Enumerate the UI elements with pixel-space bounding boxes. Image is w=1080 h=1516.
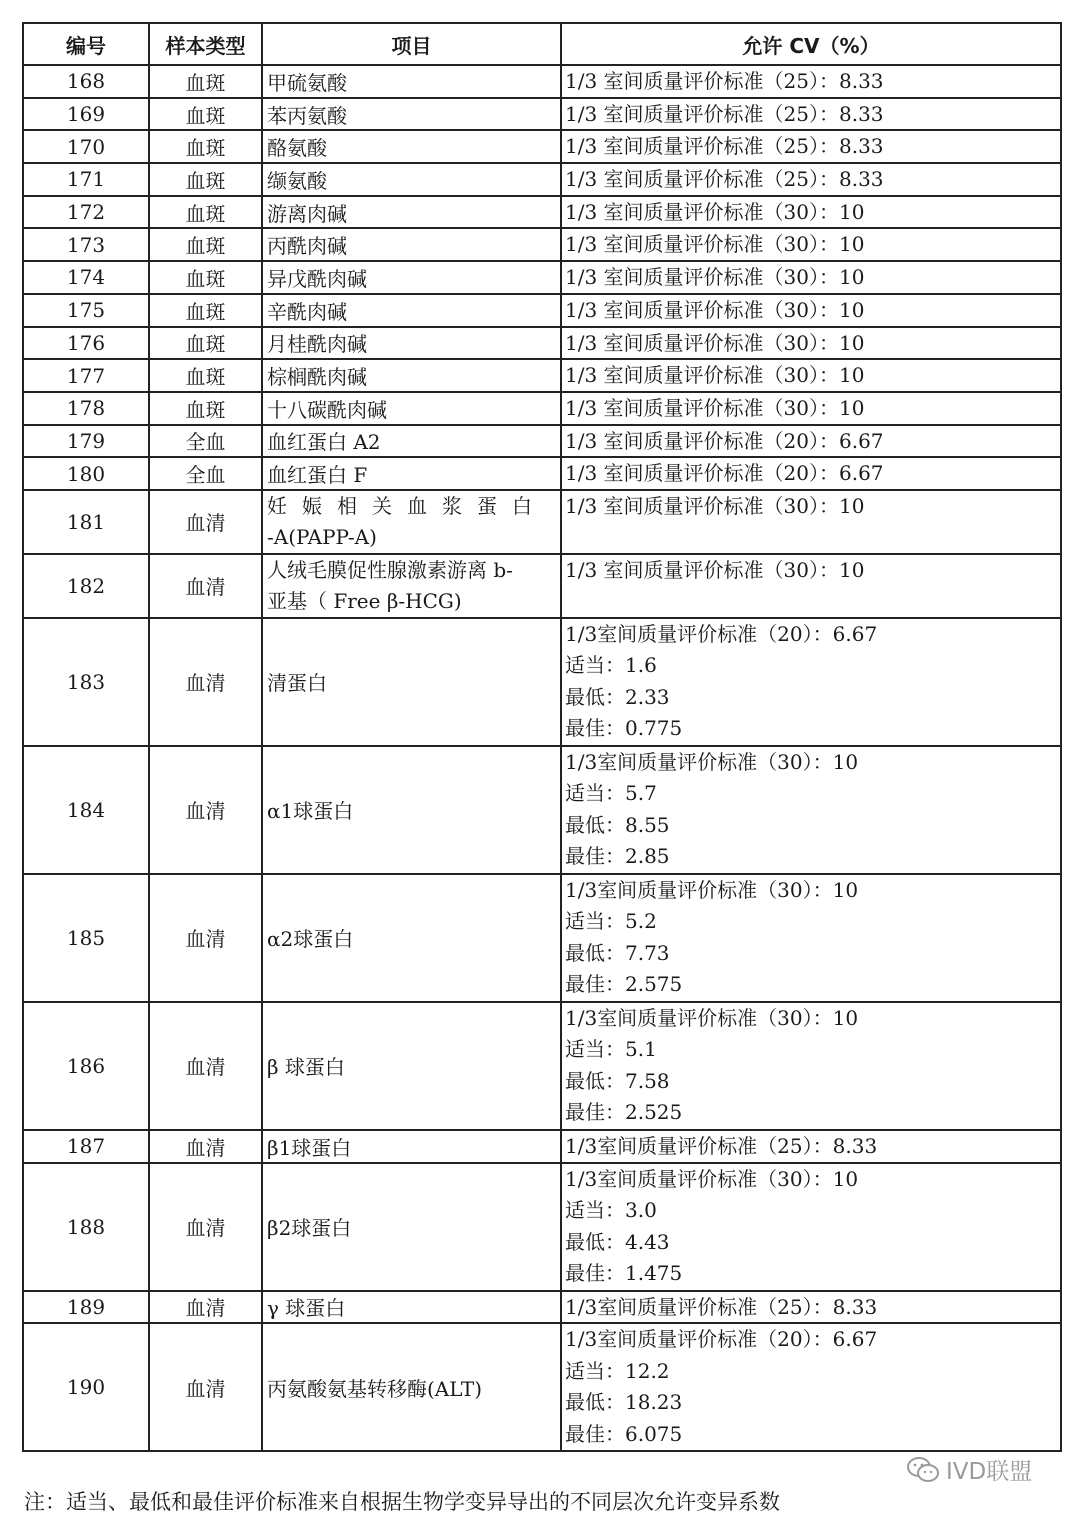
cell-item: 酪氨酸 xyxy=(262,130,561,163)
table-header-row xyxy=(23,23,1061,65)
cell-sample-type: 血清 xyxy=(149,746,262,874)
cv-line: 1/3 室间质量评价标准（30）：10 xyxy=(565,232,865,257)
cell-id: 181 xyxy=(23,490,149,554)
cell-id: 168 xyxy=(23,65,149,98)
table-row xyxy=(23,359,1061,392)
cell-allowed-cv xyxy=(561,554,1061,618)
cv-line: 适当：5.2 xyxy=(565,909,657,934)
cv-line: 1/3室间质量评价标准（20）：6.67 xyxy=(565,621,878,646)
cell-allowed-cv xyxy=(561,392,1061,425)
cell-item: 缬氨酸 xyxy=(262,163,561,196)
table-row xyxy=(23,130,1061,163)
cell-id: 186 xyxy=(23,1002,149,1130)
cell-allowed-cv xyxy=(561,228,1061,261)
cell-sample-type: 血斑 xyxy=(149,65,262,98)
cell-item-line2: -A(PAPP-A) xyxy=(267,524,377,549)
table-row xyxy=(23,65,1061,98)
cell-sample-type: 血斑 xyxy=(149,294,262,327)
cell-sample-type: 血斑 xyxy=(149,228,262,261)
cell-allowed-cv xyxy=(561,359,1061,392)
cell-id: 173 xyxy=(23,228,149,261)
table-row xyxy=(23,196,1061,229)
cv-line: 最低：8.55 xyxy=(565,812,670,837)
cv-line: 1/3 室间质量评价标准（30）：10 xyxy=(565,297,865,322)
table-row xyxy=(23,1291,1061,1324)
table-row xyxy=(23,392,1061,425)
cv-line: 适当：12.2 xyxy=(565,1358,670,1383)
table-row xyxy=(23,457,1061,490)
cell-sample-type: 血斑 xyxy=(149,359,262,392)
cell-item-line2: 亚基（ Free β-HCG) xyxy=(267,588,462,613)
cv-line: 1/3 室间质量评价标准（25）：8.33 xyxy=(565,69,884,93)
cell-id: 189 xyxy=(23,1291,149,1324)
cv-line: 1/3室间质量评价标准（25）：8.33 xyxy=(565,1294,878,1319)
cv-line: 适当：5.1 xyxy=(565,1037,657,1062)
cell-allowed-cv xyxy=(561,65,1061,98)
header-sample-type: 样本类型 xyxy=(149,23,262,65)
cell-id: 179 xyxy=(23,425,149,458)
cell-item: β 球蛋白 xyxy=(262,1002,561,1130)
cell-id: 174 xyxy=(23,261,149,294)
cell-allowed-cv xyxy=(561,294,1061,327)
cell-item: 棕榈酰肉碱 xyxy=(262,359,561,392)
table-row xyxy=(23,1130,1061,1163)
cell-allowed-cv xyxy=(561,1163,1061,1291)
cell-allowed-cv xyxy=(561,425,1061,458)
cell-allowed-cv xyxy=(561,98,1061,131)
cell-item: 丙酰肉碱 xyxy=(262,228,561,261)
cell-item: 异戊酰肉碱 xyxy=(262,261,561,294)
cell-item-line1: 人绒毛膜促性腺激素游离 b- xyxy=(267,557,513,582)
cv-line: 1/3 室间质量评价标准（20）：6.67 xyxy=(565,461,884,486)
cell-allowed-cv xyxy=(561,490,1061,554)
cell-sample-type: 血清 xyxy=(149,554,262,618)
cell-allowed-cv xyxy=(561,746,1061,874)
header-allowed-cv: 允许 CV（%） xyxy=(561,23,1061,65)
cell-id: 177 xyxy=(23,359,149,392)
cv-line: 最佳：2.575 xyxy=(565,972,683,997)
cv-line: 适当：1.6 xyxy=(565,653,657,678)
cell-allowed-cv xyxy=(561,196,1061,229)
cv-line: 1/3室间质量评价标准（30）：10 xyxy=(565,1005,859,1030)
cell-item: β2球蛋白 xyxy=(262,1163,561,1291)
cell-item: 清蛋白 xyxy=(262,618,561,746)
cv-line: 1/3 室间质量评价标准（30）：10 xyxy=(565,199,865,224)
cell-sample-type: 血斑 xyxy=(149,261,262,294)
cell-id: 185 xyxy=(23,874,149,1002)
cv-line: 1/3室间质量评价标准（20）：6.67 xyxy=(565,1327,878,1352)
cell-id: 180 xyxy=(23,457,149,490)
wechat-icon xyxy=(906,1456,940,1484)
cell-id: 171 xyxy=(23,163,149,196)
cv-line: 最低：18.23 xyxy=(565,1390,683,1415)
cv-line: 最佳：1.475 xyxy=(565,1261,683,1286)
table-row xyxy=(23,746,1061,874)
table-row xyxy=(23,554,1061,618)
cv-line: 1/3 室间质量评价标准（30）：10 xyxy=(565,363,865,388)
cv-line: 1/3室间质量评价标准（30）：10 xyxy=(565,749,859,774)
cell-item: 游离肉碱 xyxy=(262,196,561,229)
cv-line: 最佳：6.075 xyxy=(565,1421,683,1446)
table-row xyxy=(23,618,1061,746)
cell-id: 169 xyxy=(23,98,149,131)
table-row xyxy=(23,874,1061,1002)
cell-sample-type: 血斑 xyxy=(149,98,262,131)
cell-sample-type: 血斑 xyxy=(149,130,262,163)
table-row xyxy=(23,1163,1061,1291)
cv-line: 1/3 室间质量评价标准（25）：8.33 xyxy=(565,134,884,159)
cv-line: 1/3 室间质量评价标准（30）：10 xyxy=(565,493,865,518)
cv-table xyxy=(22,22,1062,1452)
footnote: 注：适当、最低和最佳评价标准来自根据生物学变异导出的不同层次允许变异系数 xyxy=(24,1490,780,1514)
cell-item: α1球蛋白 xyxy=(262,746,561,874)
cell-sample-type: 全血 xyxy=(149,457,262,490)
cell-id: 182 xyxy=(23,554,149,618)
cell-allowed-cv xyxy=(561,163,1061,196)
cell-item xyxy=(262,554,561,618)
cell-sample-type: 血清 xyxy=(149,1002,262,1130)
table-row xyxy=(23,425,1061,458)
cell-id: 170 xyxy=(23,130,149,163)
table-row xyxy=(23,228,1061,261)
cell-allowed-cv xyxy=(561,261,1061,294)
cv-line: 最低：2.33 xyxy=(565,684,670,709)
cell-allowed-cv xyxy=(561,618,1061,746)
cv-line: 1/3室间质量评价标准（30）：10 xyxy=(565,877,859,902)
watermark xyxy=(906,1453,1032,1486)
cell-allowed-cv xyxy=(561,874,1061,1002)
cv-line: 适当：3.0 xyxy=(565,1198,657,1223)
cell-id: 178 xyxy=(23,392,149,425)
cell-id: 172 xyxy=(23,196,149,229)
cell-sample-type: 血斑 xyxy=(149,327,262,360)
cell-id: 188 xyxy=(23,1163,149,1291)
table-row xyxy=(23,1002,1061,1130)
cell-id: 184 xyxy=(23,746,149,874)
cell-id: 176 xyxy=(23,327,149,360)
cell-sample-type: 血清 xyxy=(149,618,262,746)
cell-item: 月桂酰肉碱 xyxy=(262,327,561,360)
cell-item: 丙氨酸氨基转移酶(ALT) xyxy=(262,1323,561,1451)
cv-line: 最佳：0.775 xyxy=(565,716,683,741)
cv-line: 1/3 室间质量评价标准（25）：8.33 xyxy=(565,101,884,126)
cell-sample-type: 血斑 xyxy=(149,163,262,196)
cell-item: β1球蛋白 xyxy=(262,1130,561,1163)
cell-item: 血红蛋白 F xyxy=(262,457,561,490)
cv-line: 适当：5.7 xyxy=(565,781,657,806)
cell-sample-type: 血清 xyxy=(149,1291,262,1324)
cell-item: 十八碳酰肉碱 xyxy=(262,392,561,425)
watermark-text: IVD联盟 xyxy=(946,1459,1033,1485)
header-item: 项目 xyxy=(262,23,561,65)
cell-id: 190 xyxy=(23,1323,149,1451)
cv-line: 最低：4.43 xyxy=(565,1229,670,1254)
cell-sample-type: 血清 xyxy=(149,1163,262,1291)
cell-item: 辛酰肉碱 xyxy=(262,294,561,327)
cv-line: 1/3室间质量评价标准（30）：10 xyxy=(565,1166,859,1191)
cell-sample-type: 血斑 xyxy=(149,196,262,229)
cell-sample-type: 血清 xyxy=(149,490,262,554)
cv-line: 1/3 室间质量评价标准（30）：10 xyxy=(565,395,865,420)
cell-id: 183 xyxy=(23,618,149,746)
cell-item: 苯丙氨酸 xyxy=(262,98,561,131)
cell-sample-type: 全血 xyxy=(149,425,262,458)
cv-line: 最佳：2.525 xyxy=(565,1100,683,1125)
table-row xyxy=(23,490,1061,554)
table-row xyxy=(23,327,1061,360)
table-row xyxy=(23,1323,1061,1451)
cell-item: 甲硫氨酸 xyxy=(262,65,561,98)
cell-id: 187 xyxy=(23,1130,149,1163)
cell-allowed-cv xyxy=(561,327,1061,360)
cell-item-line1: 妊娠相关血浆蛋白 xyxy=(267,493,547,518)
cell-item: α2球蛋白 xyxy=(262,874,561,1002)
cell-item: 血红蛋白 A2 xyxy=(262,425,561,458)
cell-allowed-cv xyxy=(561,1323,1061,1451)
table-row xyxy=(23,294,1061,327)
cell-item xyxy=(262,490,561,554)
table-row xyxy=(23,261,1061,294)
cv-line: 1/3 室间质量评价标准（30）：10 xyxy=(565,557,865,582)
header-id: 编号 xyxy=(23,23,149,65)
table-row xyxy=(23,98,1061,131)
cv-line: 1/3 室间质量评价标准（20）：6.67 xyxy=(565,428,884,453)
cv-line: 最佳：2.85 xyxy=(565,844,670,869)
cv-line: 最低：7.58 xyxy=(565,1068,670,1093)
cell-allowed-cv xyxy=(561,1291,1061,1324)
cv-line: 最低：7.73 xyxy=(565,940,670,965)
cv-line: 1/3室间质量评价标准（25）：8.33 xyxy=(565,1133,878,1158)
cell-allowed-cv xyxy=(561,457,1061,490)
cell-sample-type: 血清 xyxy=(149,1323,262,1451)
cv-line: 1/3 室间质量评价标准（25）：8.33 xyxy=(565,167,884,192)
cell-sample-type: 血斑 xyxy=(149,392,262,425)
cv-line: 1/3 室间质量评价标准（30）：10 xyxy=(565,330,865,355)
cell-id: 175 xyxy=(23,294,149,327)
cv-line: 1/3 室间质量评价标准（30）：10 xyxy=(565,265,865,290)
cell-allowed-cv xyxy=(561,130,1061,163)
table-row xyxy=(23,163,1061,196)
cell-item: γ 球蛋白 xyxy=(262,1291,561,1324)
cell-allowed-cv xyxy=(561,1130,1061,1163)
cell-allowed-cv xyxy=(561,1002,1061,1130)
cell-sample-type: 血清 xyxy=(149,874,262,1002)
cell-sample-type: 血清 xyxy=(149,1130,262,1163)
